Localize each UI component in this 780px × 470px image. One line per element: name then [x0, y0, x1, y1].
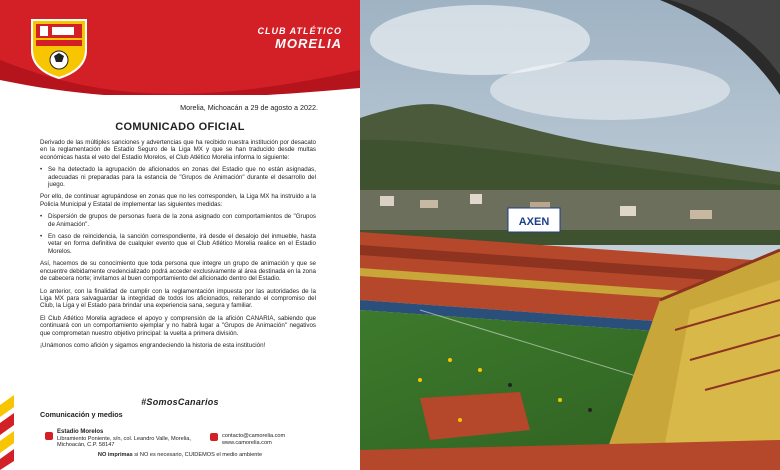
- communication-title: Comunicación y medios: [40, 410, 123, 419]
- paragraph: Lo anterior, con la finalidad de cumplir con la reglamentación impuesta por las autoridades de la Liga MX para salvaguardar la integridad de todos los aficionados, reiterando el compromiso del Club, la Liga y el Estado para brindar una experiencia sana, segura y familiar.: [40, 287, 316, 310]
- location-icon: [45, 432, 53, 440]
- hashtag: #SomosCanarios: [141, 397, 219, 407]
- press-release-document: [0, 0, 360, 470]
- contact-website[interactable]: www.camorelia.com: [222, 439, 272, 446]
- stadium-illustration: [360, 0, 780, 470]
- mail-icon: [210, 433, 218, 441]
- club-name-line2: MORELIA: [275, 36, 342, 51]
- paragraph: El Club Atlético Morelia agradece el apoyo y comprensión de la afición CANARIA, sabiendo que continuará con un comportamiento ejemplar y no habrá lugar a "Grupos de Animación" negativos que comprometan nuestro objetivo principal: la vuelta a primera división.: [40, 314, 316, 337]
- stadium-photo: [360, 0, 780, 470]
- bullet-item: • Se ha detectado la agrupación de aficionados en zonas del Estadio que no están asignadas, adecuadas ni preparadas para la estancia de "Grupos de Animación" durante el desarrollo del juego.: [40, 166, 316, 188]
- document-date: Morelia, Michoacán a 29 de agosto a 2022.: [180, 103, 318, 112]
- paragraph: Así, hacemos de su conocimiento que toda persona que integre un grupo de animación y que se encuentre debidamente credencializado podrá acceder exclusivamente al área destinada en la zona de cabecera norte; invitamos al buen comportamiento del aficionado dentro del Estadio.: [40, 260, 316, 283]
- venue-name: Estadio Morelos: [57, 429, 104, 435]
- document-body: [40, 139, 316, 354]
- paragraph: Derivado de las múltiples sanciones y advertencias que ha recibido nuestra institución por desacato en la reglamentación de Estadio Seguro de la Liga MX y que se han traducido desde multas económicas hasta el veto del Estadio Morelos, el Club Atlético Morelia informa lo siguiente:: [40, 139, 316, 161]
- document-title: COMUNICADO OFICIAL: [115, 121, 245, 133]
- sponsor-sign: AXEN: [518, 216, 550, 228]
- contact-email[interactable]: contacto@camorelia.com: [222, 433, 286, 439]
- club-name: [258, 26, 343, 51]
- bullet-item: • En caso de reincidencia, la sanción correspondiente, irá desde el desalojo del inmueble, hasta vetar en forma definitiva de cualquier evento que el Club Atlético Morelia realice en el Estadio Morelos.: [40, 233, 316, 255]
- venue-address: Libramiento Poniente, s/n, col. Leandro Valle, Morelia, Michoacán, C.P. 58147: [57, 435, 191, 449]
- footer-bold: NO imprimas: [97, 452, 133, 458]
- footer-note: [0, 452, 360, 458]
- footer-rest: si NO es necesario, CUIDEMOS el medio ambiente: [132, 452, 263, 458]
- club-name-line1: CLUB ATLÉTICO: [257, 26, 342, 36]
- header-banner: [0, 0, 360, 95]
- club-crest-logo: [28, 16, 90, 80]
- online-contact: [222, 433, 285, 446]
- corner-stripes: [0, 395, 14, 470]
- paragraph: Por ello, de continuar agrupándose en zonas que no les corresponden, la Liga MX ha instruido a la Policía Municipal y Estatal de implementar las siguientes medidas:: [40, 193, 316, 208]
- bullet-item: • Dispersión de grupos de personas fuera de la zona asignado con comportamientos de "Grupos de Animación".: [40, 213, 316, 228]
- venue-contact: [57, 429, 197, 449]
- paragraph: ¡Unámonos como afición y sigamos engrandeciendo la historia de esta institución!: [40, 341, 266, 349]
